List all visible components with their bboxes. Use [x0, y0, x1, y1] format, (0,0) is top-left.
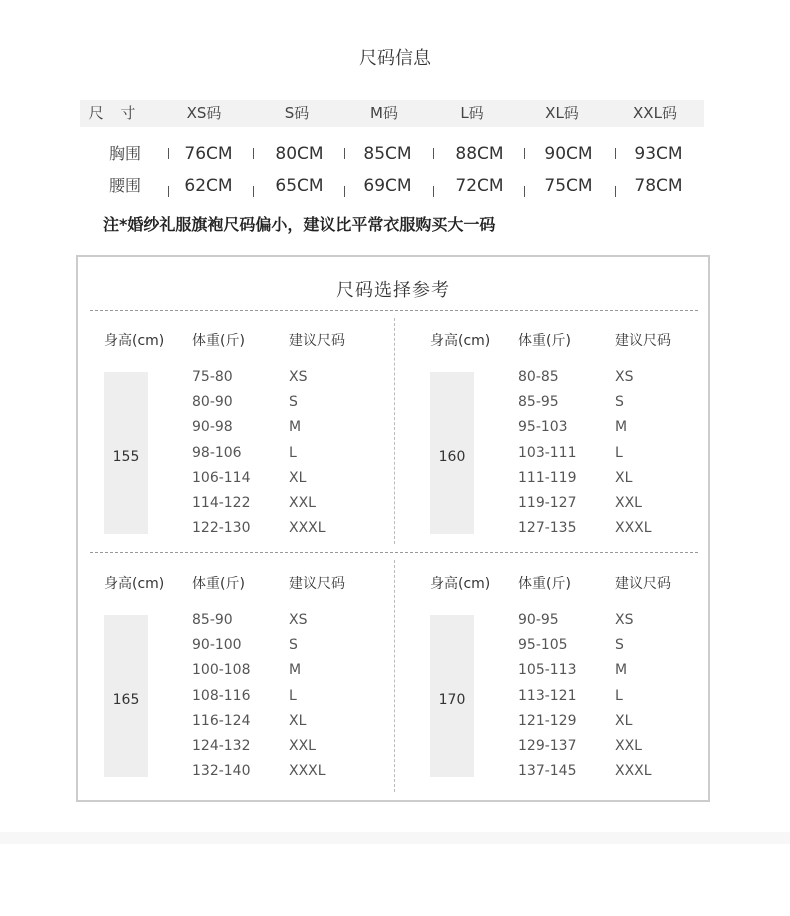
height-value: 165: [112, 692, 140, 708]
suggested-size: L: [615, 687, 623, 704]
suggested-size: L: [289, 687, 297, 704]
suggested-size: XXL: [615, 495, 642, 511]
column-separator: [253, 186, 254, 197]
bottom-divider-band: [0, 832, 790, 844]
block-divider: [90, 552, 698, 553]
suggested-size: S: [289, 394, 298, 411]
suggested-size: XS: [615, 369, 634, 385]
height-col-header: 身高(cm): [430, 576, 491, 592]
suggested-size: XS: [289, 369, 308, 385]
size-reference-title: 尺码选择参考: [336, 280, 450, 301]
size-header-cell: S码: [284, 104, 310, 122]
title-divider: [90, 310, 698, 311]
column-divider: [394, 318, 395, 544]
weight-col-header: 体重(斤): [518, 576, 571, 592]
weight-range: 105-113: [518, 662, 577, 679]
column-separator: [253, 148, 254, 159]
height-value: 155: [112, 449, 140, 465]
weight-range: 132-140: [192, 763, 251, 780]
height-col-header: 身高(cm): [104, 576, 165, 592]
weight-range: 85-95: [518, 394, 559, 411]
weight-range: 95-105: [518, 637, 568, 654]
weight-range: 90-98: [192, 419, 233, 436]
weight-range: 116-124: [192, 712, 251, 729]
suggested-size: M: [615, 662, 628, 679]
weight-range: 106-114: [192, 469, 251, 486]
weight-range: 122-130: [192, 520, 251, 537]
suggested-size: XL: [615, 712, 633, 729]
weight-range: 100-108: [192, 662, 251, 679]
column-separator: [433, 186, 434, 197]
weight-range: 85-90: [192, 612, 233, 628]
size-note: 注*婚纱礼服旗袍尺码偏小，建议比平常衣服购买大一码: [103, 215, 496, 234]
measurement-label: 腰围: [108, 176, 141, 195]
measurement-value: 65CM: [275, 176, 324, 196]
size-header-cell: XXL码: [633, 104, 677, 122]
size-header-label: 尺 寸: [88, 104, 142, 122]
measurement-value: 62CM: [184, 176, 233, 196]
suggested-size: XS: [289, 612, 308, 628]
suggested-size: XS: [615, 612, 634, 628]
suggested-size: XL: [289, 712, 307, 729]
measurement-value: 78CM: [634, 176, 683, 196]
weight-range: 137-145: [518, 763, 577, 780]
size-info-title: 尺码信息: [359, 48, 431, 69]
weight-range: 108-116: [192, 687, 251, 704]
weight-range: 121-129: [518, 712, 577, 729]
height-value: 170: [438, 692, 466, 708]
size-col-header: 建议尺码: [615, 576, 671, 592]
weight-col-header: 体重(斤): [518, 333, 571, 349]
weight-col-header: 体重(斤): [192, 576, 245, 592]
suggested-size: M: [289, 662, 302, 679]
suggested-size: XXXL: [289, 520, 326, 537]
suggested-size: S: [615, 394, 624, 411]
size-col-header: 建议尺码: [615, 333, 671, 349]
measurement-value: 69CM: [363, 176, 412, 196]
weight-range: 90-95: [518, 612, 559, 628]
weight-range: 80-85: [518, 369, 559, 385]
measurement-row: [80, 174, 704, 198]
size-header-cell: L码: [460, 104, 484, 122]
column-divider: [394, 560, 395, 792]
weight-range: 127-135: [518, 520, 577, 537]
suggested-size: XL: [615, 469, 633, 486]
weight-range: 113-121: [518, 687, 577, 704]
suggested-size: XL: [289, 469, 307, 486]
weight-range: 119-127: [518, 495, 577, 511]
suggested-size: XXXL: [615, 520, 652, 537]
height-value: 160: [438, 449, 466, 465]
suggested-size: XXXL: [615, 763, 652, 780]
weight-range: 111-119: [518, 469, 577, 486]
measurement-row: [80, 142, 704, 166]
suggested-size: L: [289, 444, 297, 461]
measurement-value: 76CM: [184, 144, 233, 164]
weight-range: 114-122: [192, 495, 251, 511]
size-col-header: 建议尺码: [289, 333, 345, 349]
weight-range: 90-100: [192, 637, 242, 654]
suggested-size: S: [289, 637, 298, 654]
weight-range: 95-103: [518, 419, 568, 436]
suggested-size: XXXL: [289, 763, 326, 780]
suggested-size: XXL: [615, 738, 642, 754]
measurement-value: 85CM: [363, 144, 412, 164]
weight-range: 80-90: [192, 394, 233, 411]
weight-range: 98-106: [192, 444, 242, 461]
suggested-size: XXL: [289, 738, 316, 754]
suggested-size: S: [615, 637, 624, 654]
size-header-cell: XS码: [186, 104, 222, 122]
size-header-cell: M码: [370, 104, 398, 122]
suggested-size: L: [615, 444, 623, 461]
size-header-row: [80, 100, 704, 127]
suggested-size: XXL: [289, 495, 316, 511]
weight-range: 129-137: [518, 738, 577, 754]
weight-col-header: 体重(斤): [192, 333, 245, 349]
measurement-value: 75CM: [544, 176, 593, 196]
size-header-cell: XL码: [545, 104, 579, 122]
weight-range: 75-80: [192, 369, 233, 385]
size-col-header: 建议尺码: [289, 576, 345, 592]
measurement-value: 88CM: [455, 144, 504, 164]
weight-range: 103-111: [518, 444, 577, 461]
suggested-size: M: [289, 419, 302, 436]
measurement-value: 90CM: [544, 144, 593, 164]
column-separator: [433, 148, 434, 159]
measurement-label: 胸围: [108, 144, 141, 163]
height-col-header: 身高(cm): [104, 333, 165, 349]
suggested-size: M: [615, 419, 628, 436]
measurement-value: 72CM: [455, 176, 504, 196]
measurement-value: 93CM: [634, 144, 683, 164]
weight-range: 124-132: [192, 738, 251, 754]
height-col-header: 身高(cm): [430, 333, 491, 349]
measurement-value: 80CM: [275, 144, 324, 164]
